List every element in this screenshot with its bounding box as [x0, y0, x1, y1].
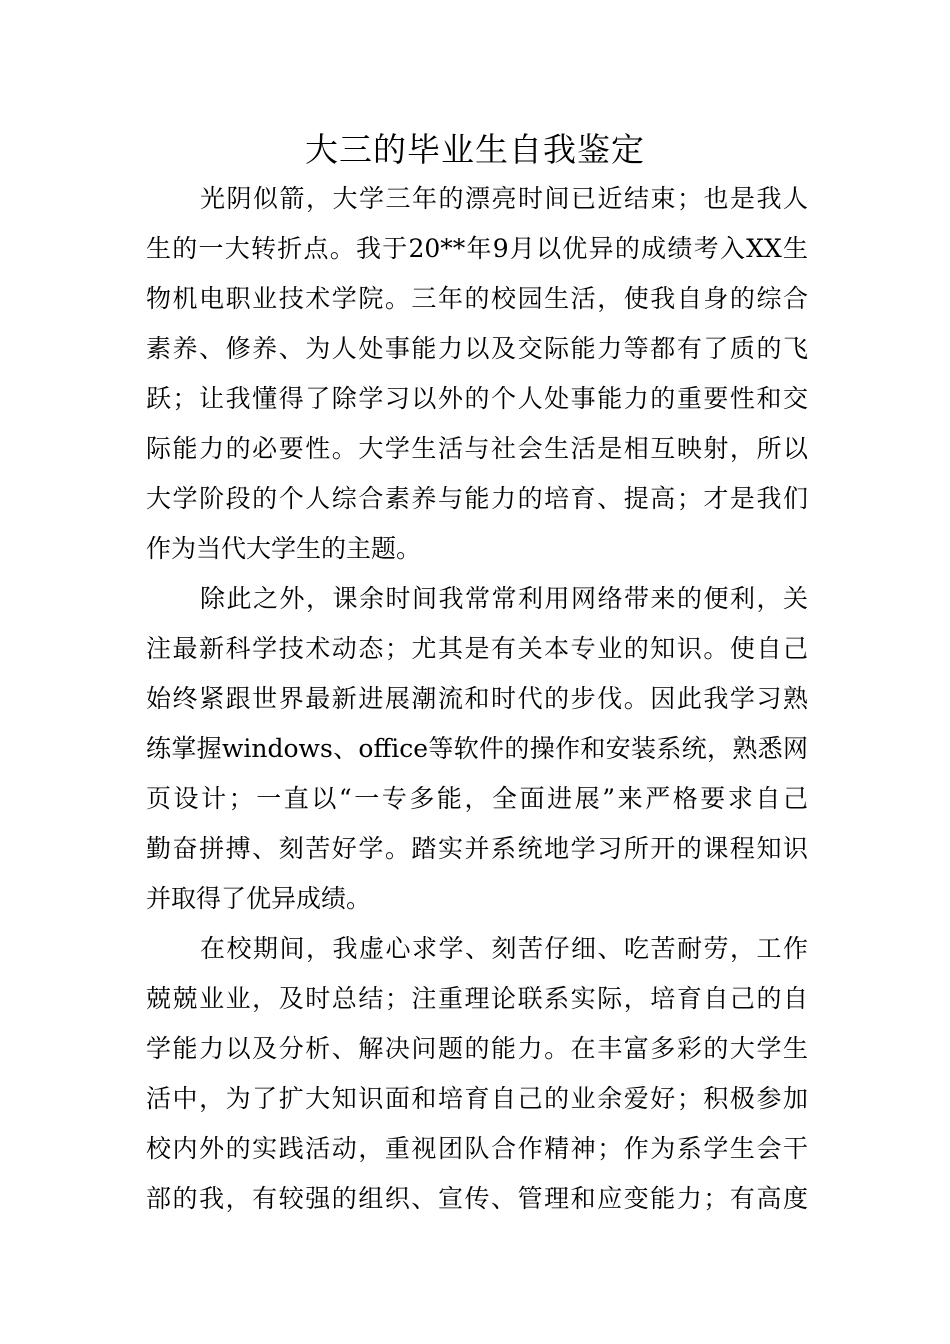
paragraph-line: 作为当代大学生的主题。 — [146, 534, 422, 563]
paragraph-line: 兢兢业业，及时总结；注重理论联系实际，培育自己的自 — [146, 984, 808, 1013]
paragraph-line: 部的我，有较强的组织、宣传、管理和应变能力；有高度 — [146, 1184, 808, 1213]
paragraph-line: 生的一大转折点。我于20**年9月以优异的成绩考入XX生 — [146, 234, 808, 263]
paragraph-line: 练掌握windows、office等软件的操作和安装系统，熟悉网 — [146, 734, 808, 763]
paragraph-line: 学能力以及分析、解决问题的能力。在丰富多彩的大学生 — [146, 1034, 808, 1063]
paragraph-line: 勤奋拼搏、刻苦好学。踏实并系统地学习所开的课程知识 — [146, 834, 808, 863]
paragraph-line: 际能力的必要性。大学生活与社会生活是相互映射，所以 — [146, 434, 808, 463]
paragraph-line: 在校期间，我虚心求学、刻苦仔细、吃苦耐劳，工作 — [200, 934, 808, 963]
paragraph-3 — [146, 924, 808, 1224]
paragraph-line: 素养、修养、为人处事能力以及交际能力等都有了质的飞 — [146, 334, 808, 363]
paragraph-line: 跃；让我懂得了除学习以外的个人处事能力的重要性和交 — [146, 384, 808, 413]
paragraph-line: 始终紧跟世界最新进展潮流和时代的步伐。因此我学习熟 — [146, 684, 808, 713]
paragraph-line: 物机电职业技术学院。三年的校园生活，使我自身的综合 — [146, 284, 808, 313]
paragraph-1 — [146, 174, 808, 574]
paragraph-line: 注最新科学技术动态；尤其是有关本专业的知识。使自己 — [146, 634, 808, 663]
paragraph-line: 光阴似箭，大学三年的漂亮时间已近结束；也是我人 — [200, 184, 808, 213]
document-title: 大三的毕业生自我鉴定 — [305, 130, 645, 169]
paragraph-line: 页设计；一直以“一专多能，全面进展”来严格要求自己 — [146, 784, 808, 813]
paragraph-line: 活中，为了扩大知识面和培育自己的业余爱好；积极参加 — [146, 1084, 808, 1113]
paragraph-line: 并取得了优异成绩。 — [146, 884, 372, 913]
paragraph-2 — [146, 574, 808, 924]
document-body — [146, 174, 808, 1224]
paragraph-line: 除此之外，课余时间我常常利用网络带来的便利，关 — [200, 584, 808, 613]
paragraph-line: 大学阶段的个人综合素养与能力的培育、提高；才是我们 — [146, 484, 808, 513]
paragraph-line: 校内外的实践活动，重视团队合作精神；作为系学生会干 — [146, 1134, 808, 1163]
